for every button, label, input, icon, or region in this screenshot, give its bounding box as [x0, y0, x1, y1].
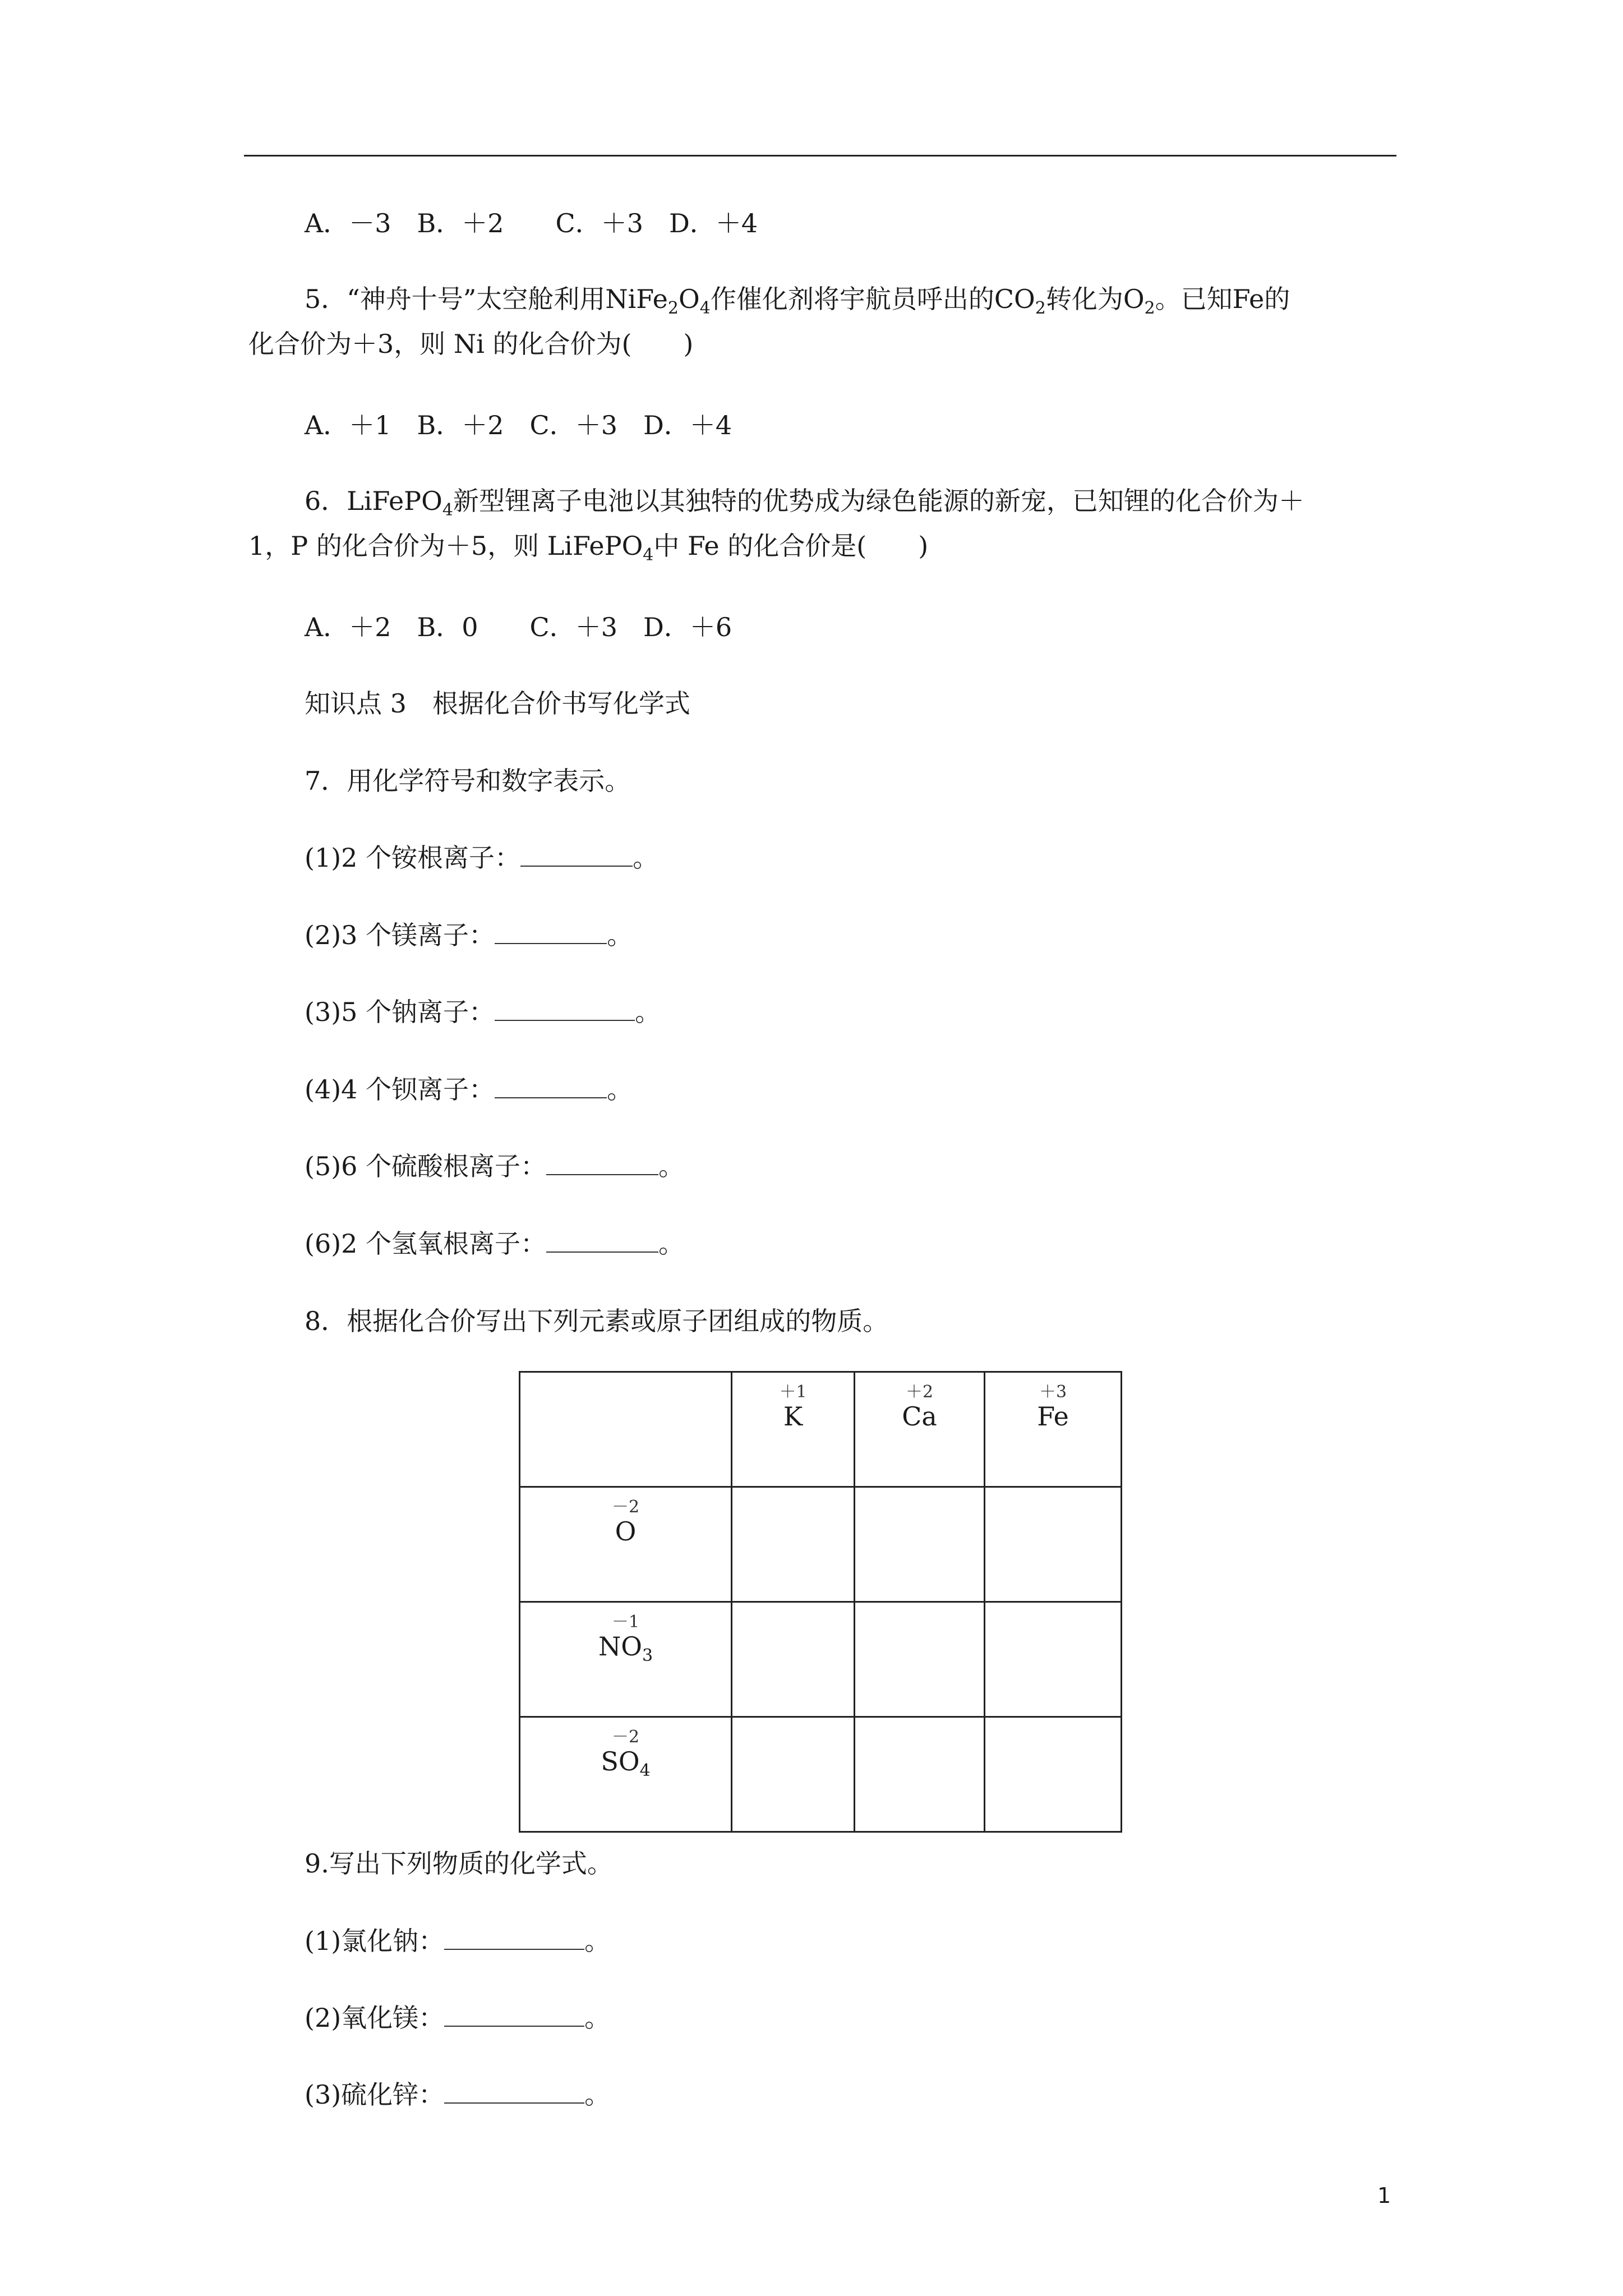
table-corner-cell	[520, 1372, 732, 1487]
q9-title: 9.写出下列物质的化学式。	[305, 1848, 613, 1879]
q5-line1: 5．“神舟十号”太空舱利用$NiFe_2O_4$作催化剂将宇航员呼出的$CO_2$转化为$O_2$。已知Fe的	[305, 284, 1290, 318]
row-header-no3: －1 $NO_3$	[520, 1602, 732, 1717]
q8-title: 8．根据化合价写出下列元素或原子团组成的物质。	[305, 1306, 889, 1336]
q7-item-1: (1)2 个铵根离子： 。	[305, 841, 658, 875]
answer-cell[interactable]	[855, 1602, 985, 1717]
q7-item-3: (3)5 个钠离子： 。	[305, 995, 661, 1029]
answer-blank[interactable]	[495, 918, 607, 944]
answer-blank[interactable]	[495, 995, 635, 1021]
column-header-fe: ＋3 Fe	[985, 1372, 1122, 1487]
answer-blank[interactable]	[495, 1073, 607, 1098]
q4-options: A．－3 B．＋2 C．＋3 D．＋4	[305, 208, 758, 238]
page-number: 1	[1377, 2183, 1391, 2208]
header-rule	[244, 155, 1396, 157]
q9-item-1: (1)氯化钠： 。	[305, 1924, 610, 1958]
q9-item-2: (2)氧化镁： 。	[305, 2001, 610, 2035]
row-header-so4: －2 $SO_4$	[520, 1717, 732, 1832]
answer-blank[interactable]	[546, 1149, 658, 1175]
q5-options: A．＋1 B．＋2 C．＋3 D．＋4	[305, 410, 732, 440]
answer-cell[interactable]	[985, 1487, 1122, 1602]
q7-item-6: (6)2 个氢氧根离子： 。	[305, 1227, 684, 1260]
answer-cell[interactable]	[732, 1717, 855, 1832]
answer-cell[interactable]	[855, 1487, 985, 1602]
q5-line2: 化合价为＋3，则 Ni 的化合价为( )	[248, 329, 694, 359]
answer-blank[interactable]	[444, 2078, 584, 2104]
q6-line2: 1，P 的化合价为＋5，则 LiFePO$_4$中 Fe 的化合价是( )	[248, 531, 929, 565]
answer-cell[interactable]	[732, 1487, 855, 1602]
answer-blank[interactable]	[520, 841, 633, 867]
answer-cell[interactable]	[855, 1717, 985, 1832]
q9-item-3: (3)硫化锌： 。	[305, 2078, 610, 2111]
column-header-ca: ＋2 Ca	[855, 1372, 985, 1487]
q7-item-4: (4)4 个钡离子： 。	[305, 1073, 633, 1106]
answer-cell[interactable]	[985, 1717, 1122, 1832]
valence-table	[519, 1371, 1122, 1833]
column-header-k: ＋1 K	[732, 1372, 855, 1487]
answer-cell[interactable]	[985, 1602, 1122, 1717]
answer-blank[interactable]	[546, 1227, 658, 1253]
q7-item-2: (2)3 个镁离子： 。	[305, 918, 633, 952]
q6-options: A．＋2 B．0 C．＋3 D．＋6	[305, 612, 732, 642]
answer-blank[interactable]	[444, 2001, 584, 2027]
q7-title: 7．用化学符号和数字表示。	[305, 766, 631, 796]
q7-item-5: (5)6 个硫酸根离子： 。	[305, 1149, 684, 1183]
answer-blank[interactable]	[444, 1924, 584, 1950]
q6-line1: 6．LiFePO$_4$新型锂离子电池以其独特的优势成为绿色能源的新宠，已知锂的化合价为＋	[305, 486, 1304, 520]
knowledge-point-heading: 知识点 3 根据化合价书写化学式	[305, 688, 690, 719]
row-header-o: －2 O	[520, 1487, 732, 1602]
answer-cell[interactable]	[732, 1602, 855, 1717]
